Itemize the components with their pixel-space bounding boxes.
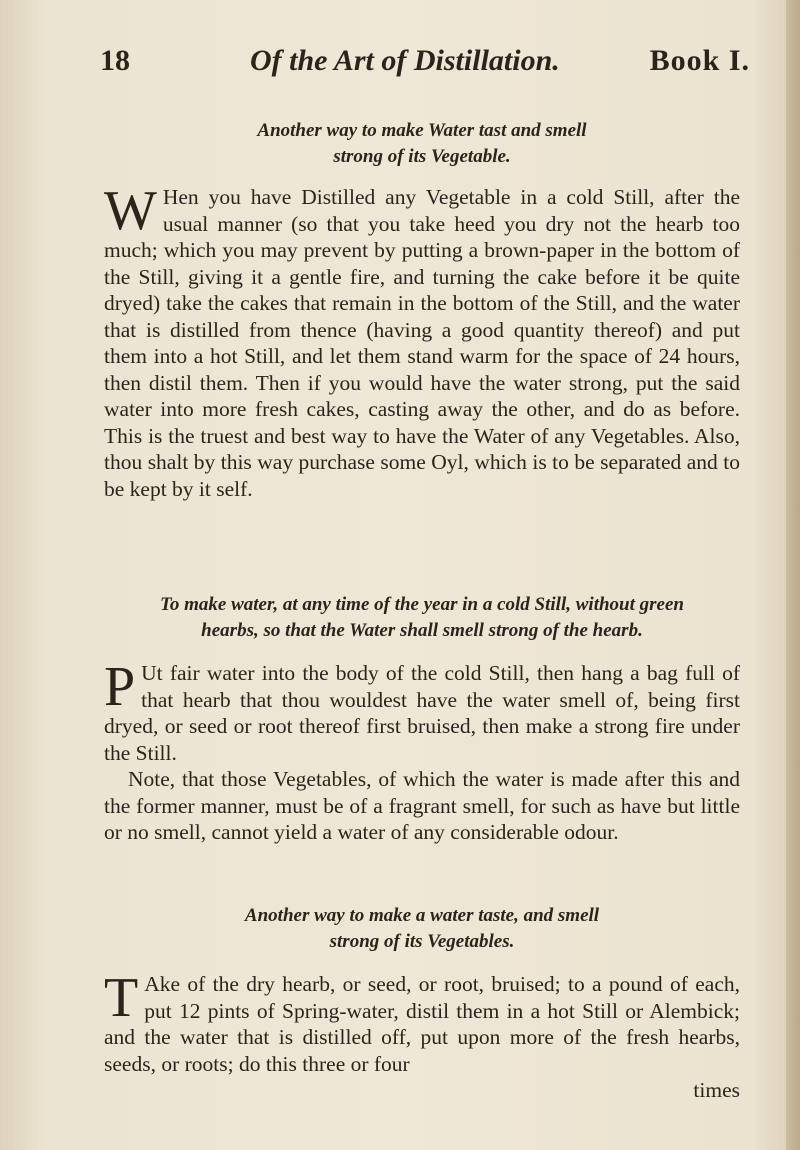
drop-cap: T xyxy=(104,967,139,1029)
section-body xyxy=(104,656,740,766)
heading-line: hearbs, so that the Water shall smell strong of the hearb. xyxy=(201,620,643,641)
section-3 xyxy=(104,903,740,1104)
book-label: Book I. xyxy=(649,44,750,77)
running-title: Of the Art of Distillation. xyxy=(250,44,560,77)
heading-line: strong of its Vegetable. xyxy=(333,146,511,167)
heading-line: Another way to make a water taste, and smell xyxy=(244,905,600,926)
section-heading xyxy=(104,118,740,170)
section-body xyxy=(104,180,740,502)
catchword: times xyxy=(693,1078,740,1102)
drop-cap: P xyxy=(104,656,136,718)
body-text: Ake of the dry hearb, or seed, or root, bruised; to a pound of each, put 12 pints of Spring-water, distil them in a hot Still or Alembick; and the water that is distilled off, put upon more of the fresh hearbs, seeds, or roots; do this three or four xyxy=(104,972,740,1076)
section-heading xyxy=(104,903,740,955)
page-number: 18 xyxy=(100,44,130,77)
page-edge xyxy=(786,0,800,1150)
section-2 xyxy=(104,592,740,846)
heading-line: Another way to make Water tast and smell xyxy=(257,120,587,141)
drop-cap: W xyxy=(104,180,157,242)
body-text: Hen you have Distilled any Vegetable in a cold Still, after the usual manner (so that you take heed you dry not the hearb too much; which you may prevent by putting a brown-paper in the bottom of the Still, giving it a gentle fire, and turning the cake before it be quite dryed) take the cakes that remain in the bottom of the Still, and the water that is distilled from thence (having a good quantity thereof) and put them into a hot Still, and let them stand warm for the space of 24 hours, then distil them. Then if you would have the water strong, put the said water into more fresh cakes, casting away the other, and do as before. This is the truest and best way to have the Water of any Vegetables. Also, thou shalt by this way purchase some Oyl, which is to be separated and to be kept by it self. xyxy=(104,185,740,501)
section-1 xyxy=(104,118,740,502)
heading-line: To make water, at any time of the year in a cold Still, without green xyxy=(160,594,684,615)
note-paragraph: Note, that those Vegetables, of which the water is made after this and the former manner, must be of a fragrant smell, for such as have but little or no smell, cannot yield a water of any considerable odour. xyxy=(104,767,740,844)
running-header xyxy=(100,44,750,94)
heading-line: strong of its Vegetables. xyxy=(329,931,515,952)
section-heading xyxy=(104,592,740,644)
section-body xyxy=(104,967,740,1077)
body-text: Ut fair water into the body of the cold Still, then hang a bag full of that hearb that thou wouldest have the water smell of, being first dryed, or seed or root thereof first bruised, then make a strong fire under the Still. xyxy=(104,661,740,765)
